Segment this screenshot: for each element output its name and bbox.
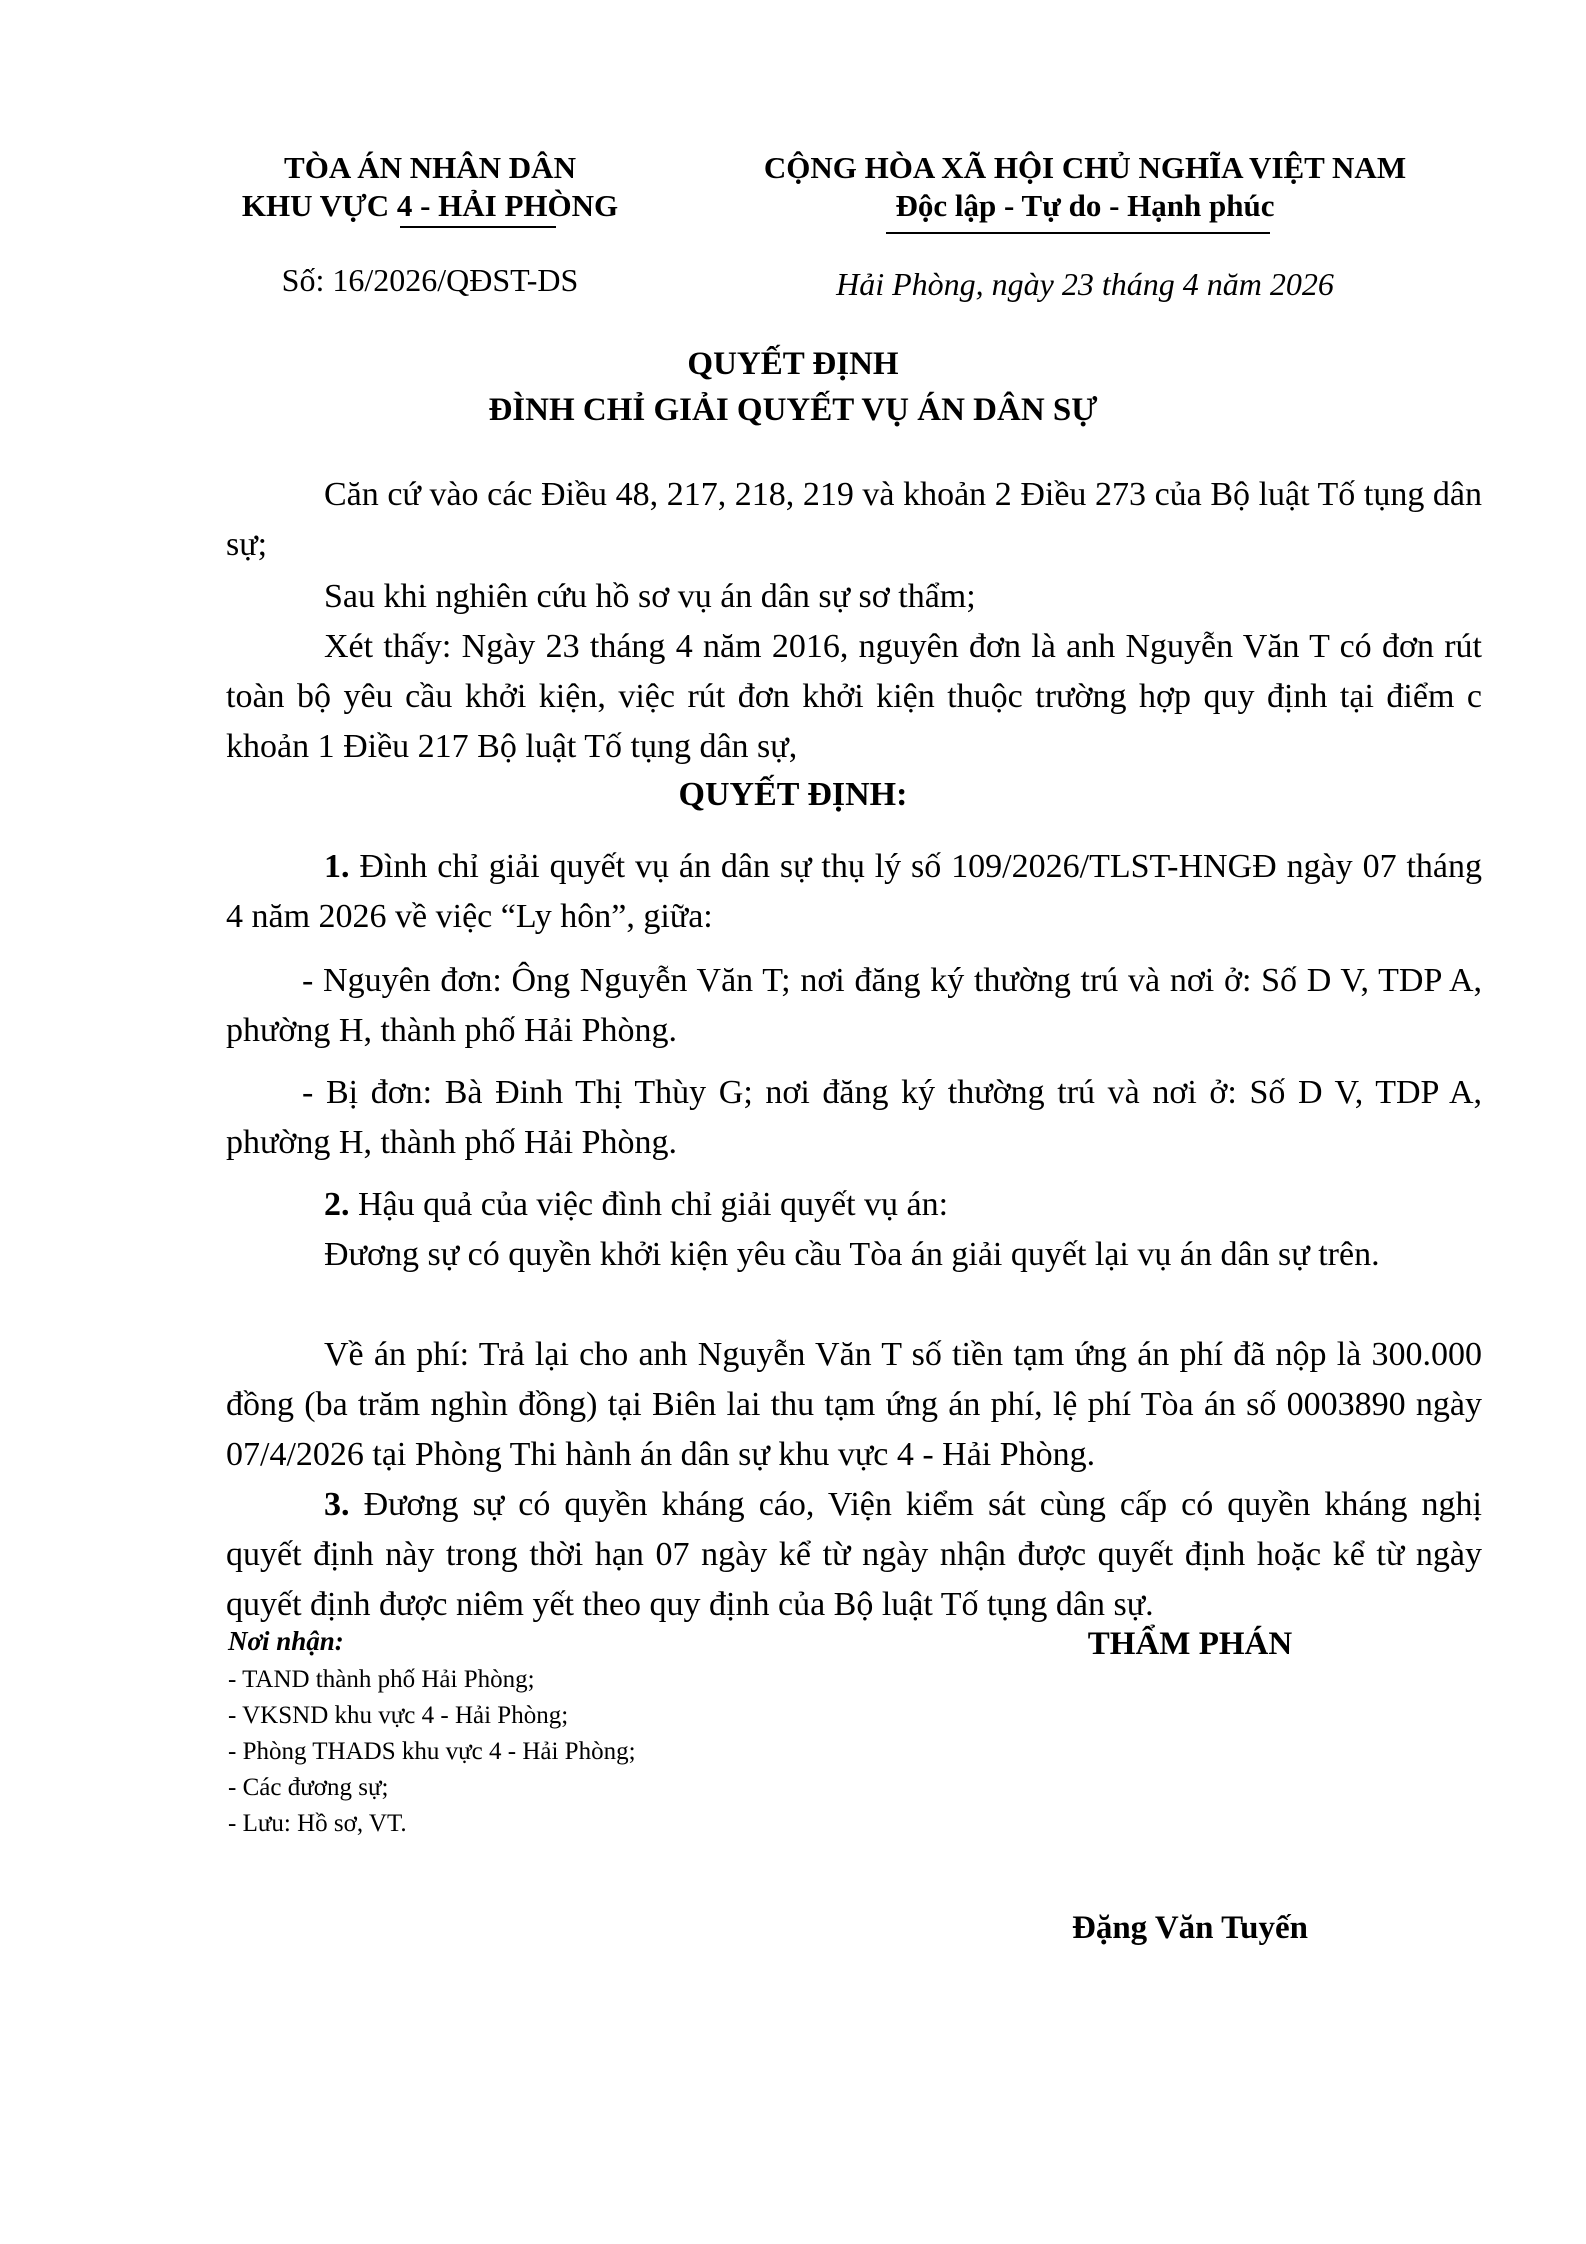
recipient-item: - Các đương sự;	[228, 1774, 389, 1801]
item-2-number: 2.	[324, 1186, 350, 1223]
considering-paragraph: Xét thấy: Ngày 23 tháng 4 năm 2016, nguyên đơn là anh Nguyễn Văn T có đơn rút toàn bộ yêu cầu khởi kiện, việc rút đơn khởi kiện thuộc trường hợp quy định tại điểm c khoản 1 Điều 217 Bộ luật Tố tụng dân sự,	[226, 628, 1482, 765]
court-underline	[400, 226, 556, 228]
item-1-text: Đình chỉ giải quyết vụ án dân sự thụ lý số 109/2026/TLST-HNGĐ ngày 07 tháng 4 năm 2026 về việc “Ly hôn”, giữa:	[226, 848, 1482, 935]
right-to-resue-paragraph: Đương sự có quyền khởi kiện yêu cầu Tòa án giải quyết lại vụ án dân sự trên.	[324, 1236, 1380, 1273]
recipients-list	[228, 1662, 868, 1842]
recipients-title: Nơi nhận:	[228, 1626, 344, 1656]
defendant-paragraph: - Bị đơn: Bà Đinh Thị Thùy G; nơi đăng ký thường trú và nơi ở: Số D V, TDP A, phường H, thành phố Hải Phòng.	[226, 1074, 1482, 1161]
nation-line1: CỘNG HÒA XÃ HỘI CHỦ NGHĨA VIỆT NAM	[763, 150, 1407, 185]
recipient-item: - VKSND khu vực 4 - Hải Phòng;	[228, 1702, 569, 1729]
decision-heading: QUYẾT ĐỊNH:	[678, 776, 908, 813]
item-3-text: Đương sự có quyền kháng cáo, Viện kiểm sát cùng cấp có quyền kháng nghị quyết định này trong thời hạn 07 ngày kể từ ngày nhận được quyết định hoặc kể từ ngày quyết định được niêm yết theo quy định của Bộ luật Tố tụng dân sự.	[226, 1486, 1482, 1623]
motto-underline	[886, 232, 1270, 234]
recipient-item: - TAND thành phố Hải Phòng;	[228, 1666, 535, 1693]
court-name-line2: KHU VỰC 4 - HẢI PHÒNG	[241, 188, 619, 223]
item-3-number: 3.	[324, 1486, 350, 1523]
decision-title: QUYẾT ĐỊNH	[687, 346, 899, 382]
court-name-line1: TÒA ÁN NHÂN DÂN	[284, 150, 576, 185]
decision-subtitle: ĐÌNH CHỈ GIẢI QUYẾT VỤ ÁN DÂN SỰ	[488, 392, 1098, 428]
decision-item-1	[226, 842, 1482, 942]
court-fee-paragraph: Về án phí: Trả lại cho anh Nguyễn Văn T số tiền tạm ứng án phí đã nộp là 300.000 đồng (ba trăm nghìn đồng) tại Biên lai thu tạm ứng án phí, lệ phí Tòa án số 0003890 ngày 07/4/2026 tại Phòng Thi hành án dân sự khu vực 4 - Hải Phòng.	[226, 1336, 1482, 1473]
plaintiff-paragraph: - Nguyên đơn: Ông Nguyễn Văn T; nơi đăng ký thường trú và nơi ở: Số D V, TDP A, phường H, thành phố Hải Phòng.	[226, 962, 1482, 1049]
decision-item-2	[226, 1180, 1482, 1230]
decision-item-3	[226, 1480, 1482, 1630]
item-2-text: Hậu quả của việc đình chỉ giải quyết vụ án:	[358, 1186, 949, 1223]
document-number: Số: 16/2026/QĐST-DS	[281, 262, 579, 298]
place-and-date: Hải Phòng, ngày 23 tháng 4 năm 2026	[836, 266, 1334, 302]
legal-basis-paragraph: Căn cứ vào các Điều 48, 217, 218, 219 và khoản 2 Điều 273 của Bộ luật Tố tụng dân sự;	[226, 476, 1482, 563]
recipient-item: - Lưu: Hồ sơ, VT.	[228, 1810, 407, 1837]
nation-motto: Độc lập - Tự do - Hạnh phúc	[895, 188, 1275, 223]
judge-name: Đặng Văn Tuyến	[1071, 1910, 1308, 1946]
recipient-item: - Phòng THADS khu vực 4 - Hải Phòng;	[228, 1738, 636, 1765]
item-1-number: 1.	[324, 848, 350, 885]
case-review-paragraph: Sau khi nghiên cứu hồ sơ vụ án dân sự sơ thẩm;	[324, 578, 976, 615]
judge-title: THẨM PHÁN	[1087, 1626, 1293, 1662]
